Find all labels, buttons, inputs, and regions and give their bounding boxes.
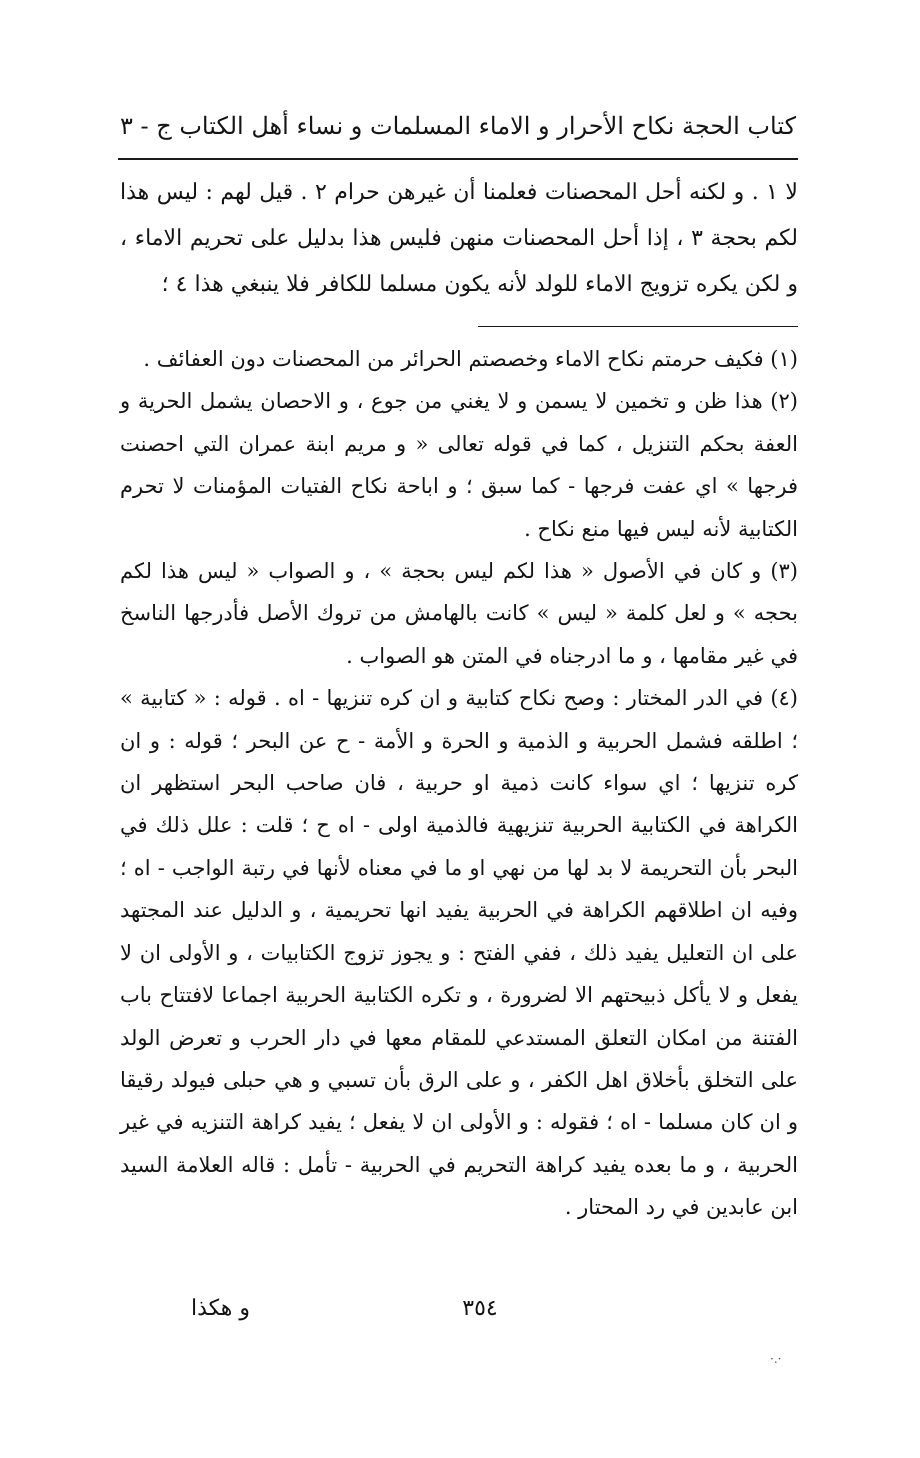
footnote-1: (١) فكيف حرمتم نكاح الاماء وخصصتم الحرائر من المحصنات دون العفائف .	[143, 347, 798, 371]
page-footer	[120, 1290, 798, 1330]
scan-speck: ·.·	[770, 1352, 782, 1366]
footnote-3: (٣) و كان في الأصول « هذا لكم ليس بحجة » ، و الصواب « ليس هذا لكم بحجه » و لعل كلمة « ليس » كانت بالهامش من تروك الأصل فأدرجها الناسخ في غير مقامها ، و ما ادرجناه في المتن هو الصواب .	[120, 559, 798, 668]
main-text	[120, 170, 798, 308]
header-volume: ج - ٣	[120, 112, 172, 140]
header-rule	[118, 158, 798, 160]
catchword: و هكذا	[190, 1296, 250, 1321]
header-title: كتاب الحجة نكاح الأحرار و الاماء المسلمات و نساء أهل الكتاب	[179, 112, 796, 140]
footnote-2: (٢) هذا ظن و تخمين لا يسمن و لا يغني من جوع ، و الاحصان يشمل الحرية و العفة بحكم التنزيل ، كما في قوله تعالى « و مريم ابنة عمران التي احصنت فرجها » اي عفت فرجها - كما سبق ؛ و اباحة نكاح الفتيات المؤمنات لا تحرم الكتابية لأنه ليس فيها منع نكاح .	[120, 389, 798, 541]
page-number: ٣٥٤	[462, 1296, 498, 1321]
footnote-separator	[478, 326, 798, 327]
running-header	[120, 104, 796, 148]
footnotes	[120, 338, 798, 1229]
footnote-4: (٤) في الدر المختار : وصح نكاح كتابية و ان كره تنزيها - اه . قوله : « كتابية » ؛ اطلقه فشمل الحربية و الذمية و الحرة و الأمة - ح عن البحر ؛ قوله : و ان كره تنزيها ؛ اي سواء كانت ذمية او حربية ، فان صاحب البحر استظهر ان الكراهة في الكتابية الحربية تنزيهية فالذمية اولى - اه ح ؛ قلت : علل ذلك في البحر بأن التحريمة لا بد لها من نهي او ما في معناه لأنها في رتبة الواجب - اه ؛ وفيه ان اطلاقهم الكراهة في الحربية يفيد انها تحريمية ، و الدليل عند المجتهد على ان التعليل يفيد ذلك ، ففي الفتح : و يجوز تزوج الكتابيات ، و الأولى ان لا يفعل و لا يأكل ذبيحتهم الا لضرورة ، و تكره الكتابية الحربية اجماعا لافتتاح باب الفتنة من امكان التعلق المستدعي للمقام معها في دار الحرب و تعرض الولد على التخلق بأخلاق اهل الكفر ، و على الرق بأن تسبي و هي حبلى فيولد رقيقا و ان كان مسلما - اه ؛ فقوله : و الأولى ان لا يفعل ؛ يفيد كراهة التنزيه في غير الحربية ، و ما بعده يفيد كراهة التحريم في الحربية - تأمل : قاله العلامة السيد ابن عابدين في رد المحتار .	[120, 686, 798, 1220]
main-paragraph: لا ١ . و لكنه أحل المحصنات فعلمنا أن غيرهن حرام ٢ . قيل لهم : ليس هذا لكم بحجة ٣ ، إذا أحل المحصنات منهن فليس هذا بدليل على تحريم الاماء ، و لكن يكره تزويج الاماء للولد لأنه يكون مسلما للكافر فلا ينبغي هذا ٤ ؛	[120, 180, 798, 297]
